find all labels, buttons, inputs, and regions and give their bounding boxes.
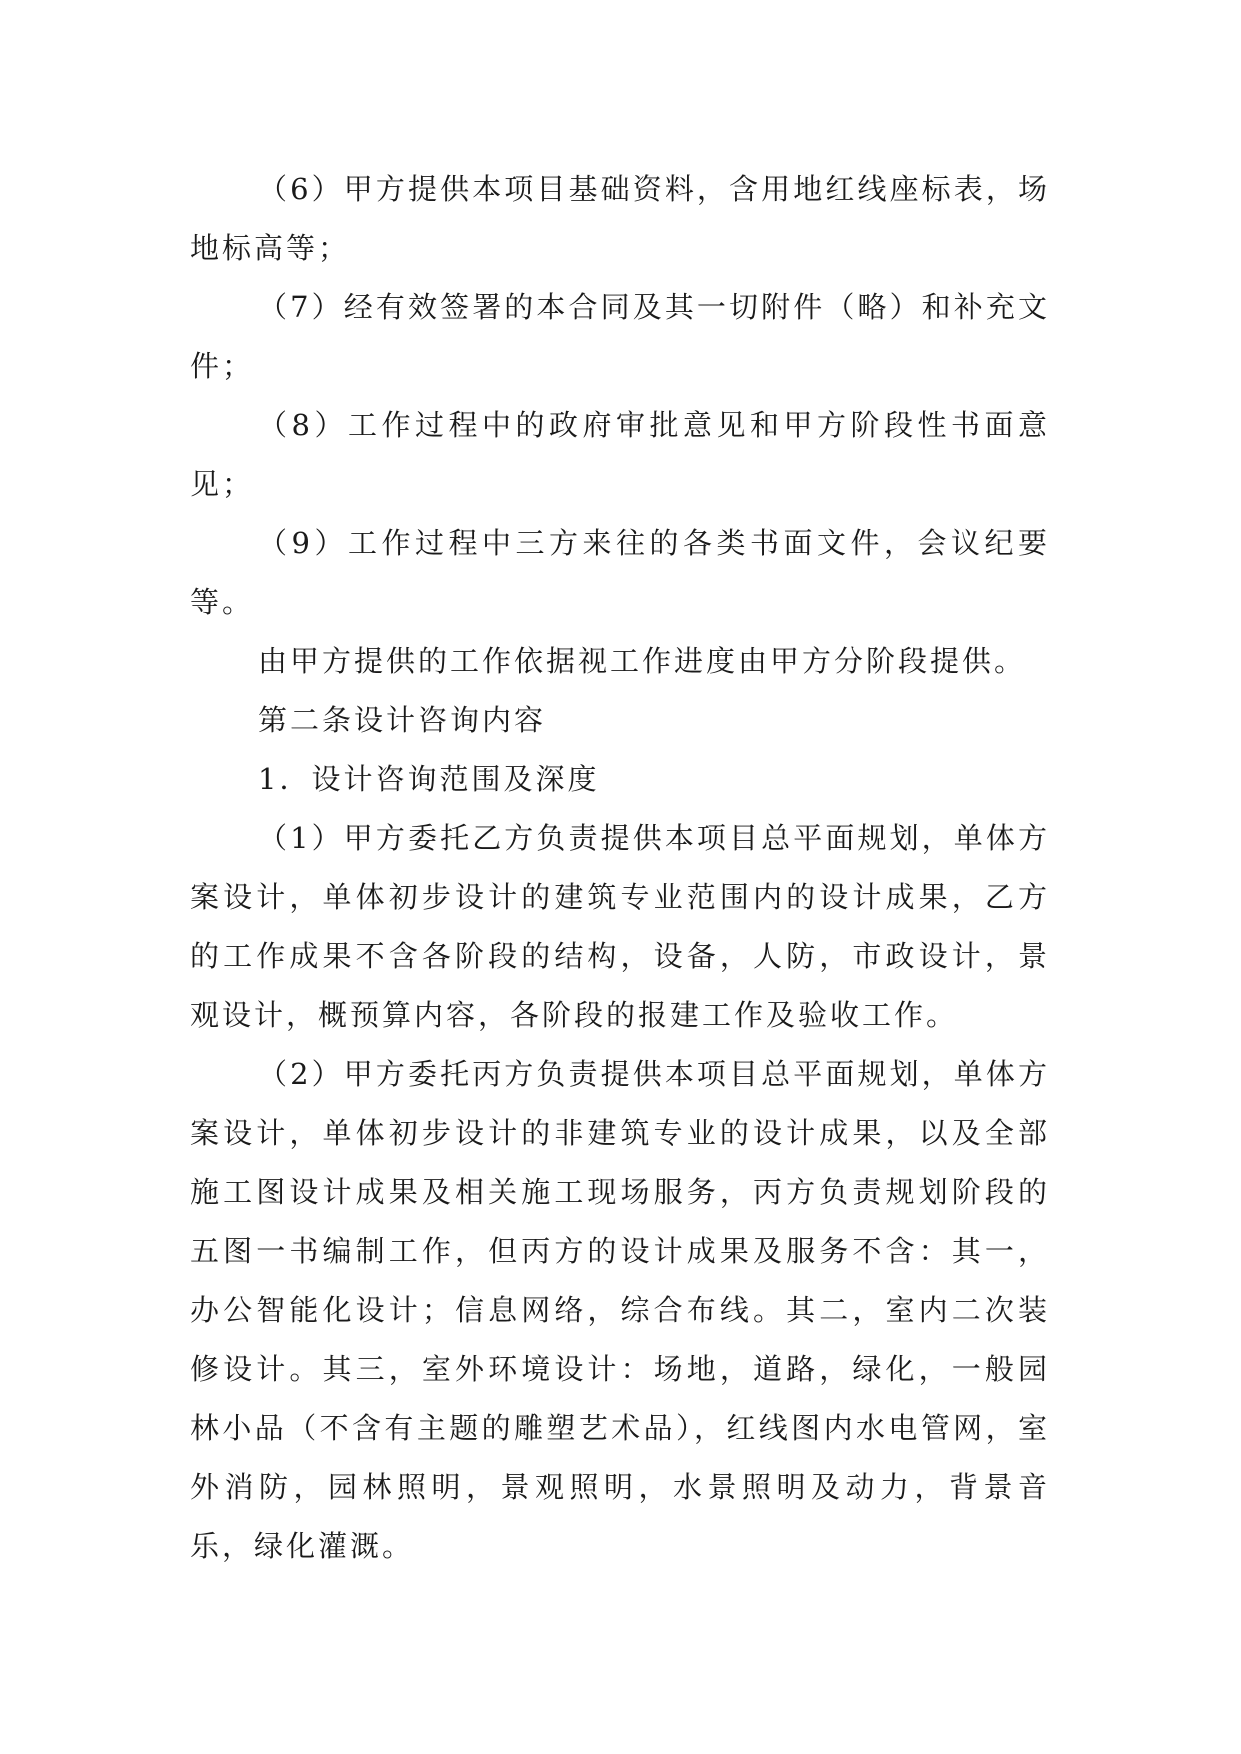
paragraph-item-8: （8）工作过程中的政府审批意见和甲方阶段性书面意见； <box>190 408 1050 501</box>
paragraph-scope-1: （1）甲方委托乙方负责提供本项目总平面规划，单体方案设计，单体初步设计的建筑专业范围内的设计成果，乙方的工作成果不含各阶段的结构，设备，人防，市政设计，景观设计，概预算内容，各阶段的报建工作及验收工作。 <box>190 821 1050 1032</box>
article-heading: 第二条设计咨询内容 <box>258 703 547 737</box>
section-heading: 1．设计咨询范围及深度 <box>258 762 600 796</box>
paragraph-scope-2: （2）甲方委托丙方负责提供本项目总平面规划，单体方案设计，单体初步设计的非建筑专业的设计成果，以及全部施工图设计成果及相关施工现场服务，丙方负责规划阶段的五图一书编制工作，但丙方的设计成果及服务不含：其一，办公智能化设计；信息网络，综合布线。其二，室内二次装修设计。其三，室外环境设计：场地，道路，绿化，一般园林小品（不含有主题的雕塑艺术品），红线图内水电管网，室外消防，园林照明，景观照明，水景照明及动力，背景音乐，绿化灌溉。 <box>190 1057 1050 1563</box>
paragraph-item-7: （7）经有效签署的本合同及其一切附件（略）和补充文件； <box>190 290 1050 383</box>
paragraph-item-6: （6）甲方提供本项目基础资料，含用地红线座标表，场地标高等； <box>190 172 1050 265</box>
paragraph-item-9: （9）工作过程中三方来往的各类书面文件，会议纪要等。 <box>190 526 1050 619</box>
document-body <box>190 160 1050 1576</box>
paragraph-summary: 由甲方提供的工作依据视工作进度由甲方分阶段提供。 <box>258 644 1027 678</box>
